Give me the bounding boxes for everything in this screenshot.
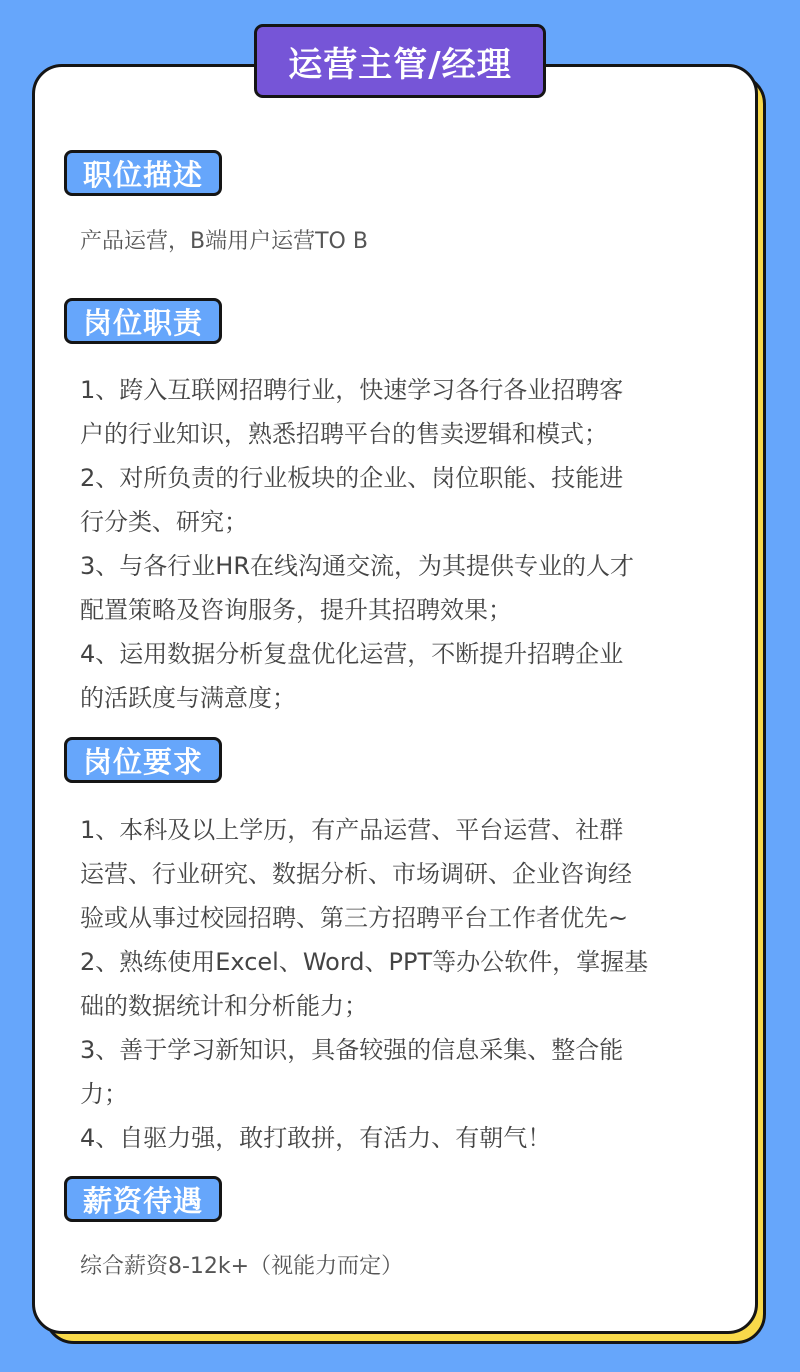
section-label-description: 职位描述 (64, 150, 222, 196)
requirement-line: 4、自驱力强，敢打敢拼，有活力、有朝气！ (80, 1124, 552, 1152)
requirement-line: 础的数据统计和分析能力； (80, 992, 368, 1020)
requirements-list (80, 808, 720, 1160)
salary-text (80, 1245, 720, 1289)
requirement-line: 2、熟练使用Excel、Word、PPT等办公软件，掌握基 (80, 948, 649, 976)
responsibility-line: 2、对所负责的行业板块的企业、岗位职能、技能进 (80, 464, 624, 492)
section-label-responsibilities: 岗位职责 (64, 298, 222, 344)
job-title: 运营主管/经理 (254, 24, 546, 98)
description-line: 产品运营，B端用户运营TO B (80, 229, 368, 254)
requirement-line: 1、本科及以上学历，有产品运营、平台运营、社群 (80, 816, 624, 844)
requirement-line: 运营、行业研究、数据分析、市场调研、企业咨询经 (80, 860, 632, 888)
requirement-line: 力； (80, 1080, 128, 1108)
responsibility-line: 3、与各行业HR在线沟通交流，为其提供专业的人才 (80, 552, 634, 580)
responsibilities-list (80, 368, 720, 720)
description-text (80, 220, 720, 264)
section-label-requirements: 岗位要求 (64, 737, 222, 783)
requirement-line: 3、善于学习新知识，具备较强的信息采集、整合能 (80, 1036, 624, 1064)
responsibility-line: 行分类、研究； (80, 508, 248, 536)
section-label-salary: 薪资待遇 (64, 1176, 222, 1222)
salary-line: 综合薪资8-12k+（视能力而定） (80, 1254, 404, 1279)
requirement-line: 验或从事过校园招聘、第三方招聘平台工作者优先~ (80, 904, 629, 932)
responsibility-line: 户的行业知识，熟悉招聘平台的售卖逻辑和模式； (80, 420, 608, 448)
responsibility-line: 的活跃度与满意度； (80, 684, 296, 712)
responsibility-line: 配置策略及咨询服务，提升其招聘效果； (80, 596, 512, 624)
responsibility-line: 1、跨入互联网招聘行业，快速学习各行各业招聘客 (80, 376, 624, 404)
responsibility-line: 4、运用数据分析复盘优化运营，不断提升招聘企业 (80, 640, 624, 668)
